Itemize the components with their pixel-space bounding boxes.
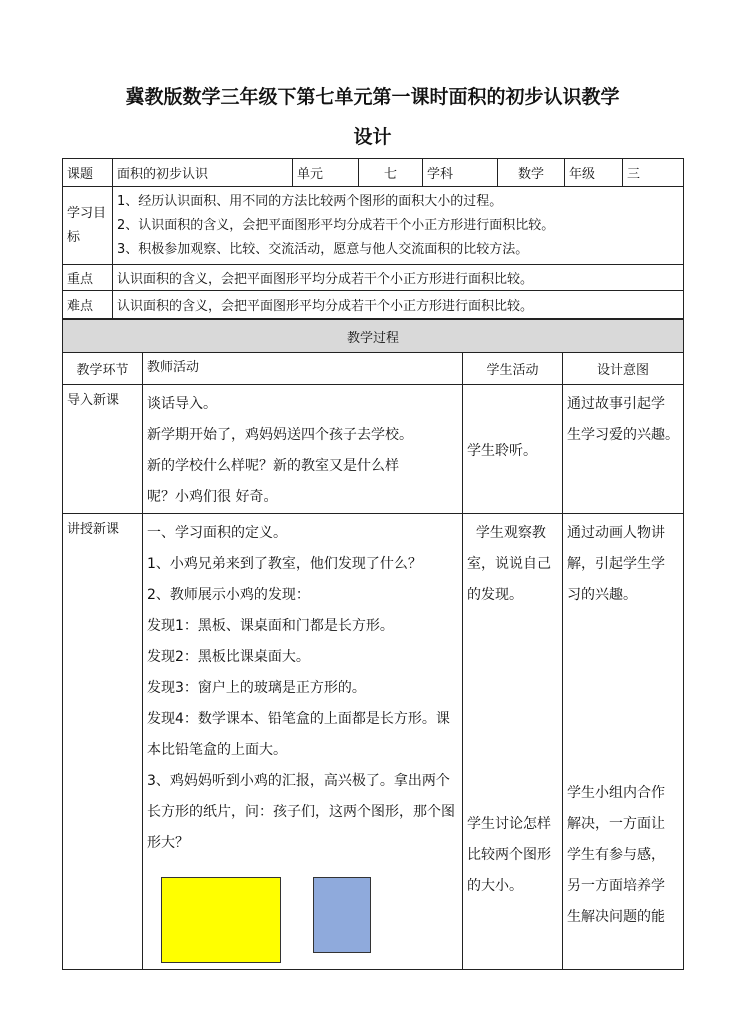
title-line-2: 设计	[353, 126, 392, 148]
stage-intro: 导入新课	[63, 385, 143, 514]
key-value: 认识面积的含义，会把平面图形平均分成若干个小正方形进行面积比较。	[113, 265, 684, 291]
title-line-1: 冀教版数学三年级下第七单元第一课时面积的初步认识教学	[125, 86, 620, 108]
goal-item: 1、经历认识面积、用不同的方法比较两个图形的面积大小的过程。	[117, 193, 503, 209]
stage-new: 讲授新课	[63, 514, 143, 970]
comparison-shapes	[147, 869, 458, 969]
goal-item: 3、积极参加观察、比较、交流活动，愿意与他人交流面积的比较方法。	[117, 241, 529, 257]
grade-label: 年级	[565, 159, 623, 187]
unit-value: 七	[359, 159, 423, 187]
goal-item: 2、认识面积的含义，会把平面图形平均分成若干个小正方形进行面积比较。	[117, 217, 555, 233]
process-header: 教学过程	[63, 320, 684, 353]
teaching-process-table	[62, 319, 684, 970]
lesson-info-table	[62, 158, 684, 319]
subject-label: 学科	[423, 159, 498, 187]
lesson-label: 课题	[63, 159, 113, 187]
lesson-value: 面积的初步认识	[113, 159, 293, 187]
intent-intro: 通过故事引起学 生学习爱的兴趣。	[563, 385, 684, 514]
document-title	[0, 78, 745, 158]
student-intro: 学生聆听。	[463, 385, 563, 514]
difficulty-value: 认识面积的含义，会把平面图形平均分成若干个小正方形进行面积比较。	[113, 291, 684, 319]
col-student: 学生活动	[463, 353, 563, 385]
unit-label: 单元	[293, 159, 359, 187]
difficulty-label: 难点	[63, 291, 113, 319]
table-row	[63, 514, 684, 970]
col-intent: 设计意图	[563, 353, 684, 385]
small-rectangle	[313, 877, 371, 953]
grade-value: 三	[623, 159, 684, 187]
goals-label: 学习目标	[63, 187, 113, 265]
goals-list	[113, 187, 684, 265]
subject-value: 数学	[498, 159, 565, 187]
intent-new: 通过动画人物讲 解，引起学生学 习的兴趣。 学生小组内合作 解决，一方面让 学生有参与感， 另一方面培养学 生解决问题的能	[563, 514, 684, 970]
key-label: 重点	[63, 265, 113, 291]
teacher-intro: 谈话导入。 新学期开始了，鸡妈妈送四个孩子去学校。 新的学校什么样呢？新的教室又是什么样 呢？小鸡们很 好奇。	[143, 385, 463, 514]
table-row	[63, 385, 684, 514]
col-stage: 教学环节	[63, 353, 143, 385]
large-rectangle	[161, 877, 281, 963]
col-teacher: 教师活动	[143, 353, 463, 385]
teacher-new: 一、学习面积的定义。 1、小鸡兄弟来到了教室，他们发现了什么？ 2、教师展示小鸡的发现： 发现1：黑板、课桌面和门都是长方形。 发现2：黑板比课桌面大。 发现3：窗户上的玻璃是正方形的。 发现4：数学课本、铅笔盒的上面都是长方形。课 本比铅笔盒的上面大。 3、鸡妈妈听到小鸡的汇报，高兴极了。拿出两个 长方形的纸片，问：孩子们，这两个图形，那个图 形大？	[143, 514, 463, 970]
student-new: 学生观察教 室，说说自己 的发现。 学生讨论怎样 比较两个图形 的大小。	[463, 514, 563, 970]
